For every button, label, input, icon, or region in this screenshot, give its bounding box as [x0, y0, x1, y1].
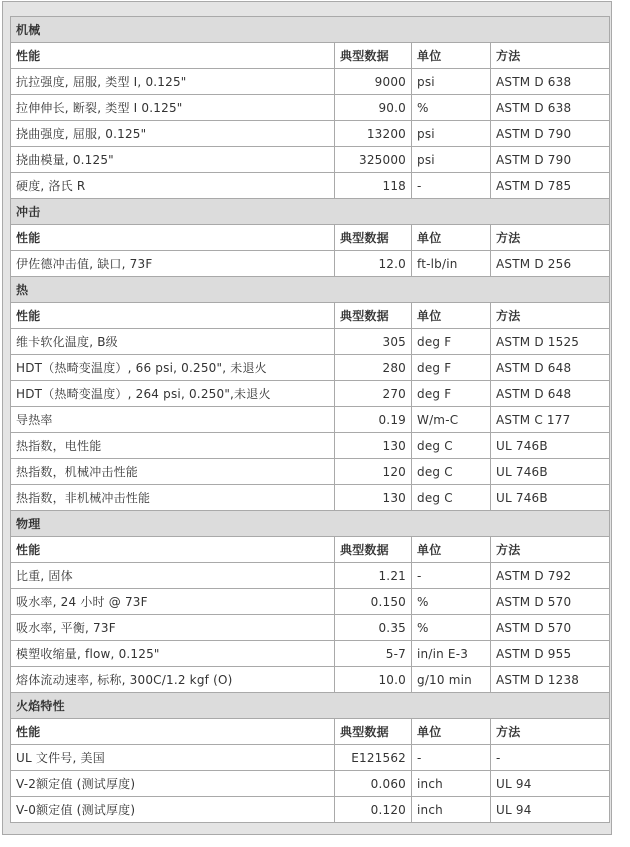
- col-header-unit: 单位: [412, 303, 491, 329]
- value-cell: 280: [335, 355, 412, 381]
- section-title: 火焰特性: [11, 693, 610, 719]
- value-cell: 120: [335, 459, 412, 485]
- value-cell: 325000: [335, 147, 412, 173]
- method-cell: ASTM C 177: [491, 407, 610, 433]
- column-header-row: [11, 225, 610, 251]
- unit-cell: deg C: [412, 433, 491, 459]
- table-row: [11, 797, 610, 823]
- col-header-unit: 单位: [412, 225, 491, 251]
- unit-cell: ft-lb/in: [412, 251, 491, 277]
- method-cell: ASTM D 790: [491, 147, 610, 173]
- property-cell: 比重, 固体: [11, 563, 335, 589]
- unit-cell: W/m-C: [412, 407, 491, 433]
- table-row: [11, 329, 610, 355]
- col-header-property: 性能: [11, 719, 335, 745]
- table-row: [11, 589, 610, 615]
- method-cell: UL 746B: [491, 485, 610, 511]
- value-cell: 10.0: [335, 667, 412, 693]
- property-cell: 热指数，非机械冲击性能: [11, 485, 335, 511]
- unit-cell: deg F: [412, 355, 491, 381]
- method-cell: ASTM D 792: [491, 563, 610, 589]
- col-header-unit: 单位: [412, 43, 491, 69]
- property-cell: 导热率: [11, 407, 335, 433]
- unit-cell: psi: [412, 121, 491, 147]
- table-row: [11, 667, 610, 693]
- table-row: [11, 745, 610, 771]
- col-header-value: 典型数据: [335, 303, 412, 329]
- table-row: [11, 355, 610, 381]
- value-cell: 130: [335, 485, 412, 511]
- value-cell: 118: [335, 173, 412, 199]
- table-row: [11, 173, 610, 199]
- property-cell: 抗拉强度, 屈服, 类型 I, 0.125": [11, 69, 335, 95]
- col-header-method: 方法: [491, 537, 610, 563]
- value-cell: 9000: [335, 69, 412, 95]
- property-cell: V-0额定值 (测试厚度): [11, 797, 335, 823]
- col-header-method: 方法: [491, 225, 610, 251]
- value-cell: 0.120: [335, 797, 412, 823]
- column-header-row: [11, 719, 610, 745]
- col-header-property: 性能: [11, 43, 335, 69]
- value-cell: 13200: [335, 121, 412, 147]
- property-cell: 拉伸伸长, 断裂, 类型 I 0.125": [11, 95, 335, 121]
- table-row: [11, 563, 610, 589]
- section-header-row: [11, 693, 610, 719]
- unit-cell: deg C: [412, 459, 491, 485]
- property-cell: 模塑收缩量, flow, 0.125": [11, 641, 335, 667]
- table-row: [11, 771, 610, 797]
- method-cell: ASTM D 570: [491, 589, 610, 615]
- unit-cell: inch: [412, 797, 491, 823]
- unit-cell: inch: [412, 771, 491, 797]
- col-header-unit: 单位: [412, 719, 491, 745]
- col-header-method: 方法: [491, 719, 610, 745]
- unit-cell: %: [412, 95, 491, 121]
- property-cell: V-2额定值 (测试厚度): [11, 771, 335, 797]
- method-cell: UL 94: [491, 797, 610, 823]
- value-cell: 305: [335, 329, 412, 355]
- method-cell: UL 746B: [491, 433, 610, 459]
- column-header-row: [11, 537, 610, 563]
- col-header-value: 典型数据: [335, 537, 412, 563]
- section-header-row: [11, 17, 610, 43]
- property-cell: 热指数，机械冲击性能: [11, 459, 335, 485]
- table-row: [11, 459, 610, 485]
- method-cell: ASTM D 256: [491, 251, 610, 277]
- table-row: [11, 251, 610, 277]
- section-title: 冲击: [11, 199, 610, 225]
- column-header-row: [11, 43, 610, 69]
- property-cell: 挠曲模量, 0.125": [11, 147, 335, 173]
- value-cell: 12.0: [335, 251, 412, 277]
- unit-cell: in/in E-3: [412, 641, 491, 667]
- col-header-property: 性能: [11, 537, 335, 563]
- method-cell: UL 94: [491, 771, 610, 797]
- section-header-row: [11, 199, 610, 225]
- table-row: [11, 69, 610, 95]
- method-cell: ASTM D 648: [491, 355, 610, 381]
- col-header-property: 性能: [11, 225, 335, 251]
- unit-cell: -: [412, 173, 491, 199]
- property-cell: HDT（热畸变温度）, 264 psi, 0.250",未退火: [11, 381, 335, 407]
- method-cell: ASTM D 648: [491, 381, 610, 407]
- unit-cell: g/10 min: [412, 667, 491, 693]
- value-cell: 5-7: [335, 641, 412, 667]
- unit-cell: deg F: [412, 381, 491, 407]
- col-header-value: 典型数据: [335, 225, 412, 251]
- table-row: [11, 121, 610, 147]
- section-header-row: [11, 277, 610, 303]
- property-cell: 熔体流动速率, 标称, 300C/1.2 kgf (O): [11, 667, 335, 693]
- property-cell: UL 文件号, 美国: [11, 745, 335, 771]
- unit-cell: deg C: [412, 485, 491, 511]
- method-cell: ASTM D 785: [491, 173, 610, 199]
- table-row: [11, 615, 610, 641]
- property-cell: HDT（热畸变温度）, 66 psi, 0.250", 未退火: [11, 355, 335, 381]
- property-cell: 维卡软化温度, B级: [11, 329, 335, 355]
- property-cell: 伊佐德冲击值, 缺口, 73F: [11, 251, 335, 277]
- property-cell: 热指数，电性能: [11, 433, 335, 459]
- unit-cell: psi: [412, 147, 491, 173]
- value-cell: 0.060: [335, 771, 412, 797]
- section-title: 热: [11, 277, 610, 303]
- method-cell: -: [491, 745, 610, 771]
- property-cell: 吸水率, 平衡, 73F: [11, 615, 335, 641]
- col-header-unit: 单位: [412, 537, 491, 563]
- unit-cell: deg F: [412, 329, 491, 355]
- method-cell: ASTM D 1238: [491, 667, 610, 693]
- section-header-row: [11, 511, 610, 537]
- section-title: 机械: [11, 17, 610, 43]
- table-row: [11, 407, 610, 433]
- property-cell: 硬度, 洛氏 R: [11, 173, 335, 199]
- unit-cell: -: [412, 745, 491, 771]
- value-cell: 130: [335, 433, 412, 459]
- col-header-method: 方法: [491, 43, 610, 69]
- table-row: [11, 147, 610, 173]
- unit-cell: %: [412, 589, 491, 615]
- value-cell: 90.0: [335, 95, 412, 121]
- value-cell: 0.150: [335, 589, 412, 615]
- value-cell: 1.21: [335, 563, 412, 589]
- method-cell: ASTM D 638: [491, 95, 610, 121]
- method-cell: ASTM D 570: [491, 615, 610, 641]
- property-cell: 吸水率, 24 小时 @ 73F: [11, 589, 335, 615]
- table-row: [11, 95, 610, 121]
- table-row: [11, 641, 610, 667]
- column-header-row: [11, 303, 610, 329]
- section-title: 物理: [11, 511, 610, 537]
- unit-cell: psi: [412, 69, 491, 95]
- table-row: [11, 485, 610, 511]
- property-cell: 挠曲强度, 屈服, 0.125": [11, 121, 335, 147]
- unit-cell: %: [412, 615, 491, 641]
- col-header-method: 方法: [491, 303, 610, 329]
- method-cell: ASTM D 1525: [491, 329, 610, 355]
- method-cell: ASTM D 790: [491, 121, 610, 147]
- col-header-value: 典型数据: [335, 43, 412, 69]
- table-row: [11, 381, 610, 407]
- spec-sheet-panel: [2, 1, 612, 835]
- method-cell: ASTM D 955: [491, 641, 610, 667]
- top-strip: [3, 2, 611, 16]
- value-cell: 0.35: [335, 615, 412, 641]
- spec-table: [10, 16, 610, 823]
- col-header-value: 典型数据: [335, 719, 412, 745]
- col-header-property: 性能: [11, 303, 335, 329]
- value-cell: 270: [335, 381, 412, 407]
- table-row: [11, 433, 610, 459]
- unit-cell: -: [412, 563, 491, 589]
- value-cell: 0.19: [335, 407, 412, 433]
- method-cell: ASTM D 638: [491, 69, 610, 95]
- value-cell: E121562: [335, 745, 412, 771]
- method-cell: UL 746B: [491, 459, 610, 485]
